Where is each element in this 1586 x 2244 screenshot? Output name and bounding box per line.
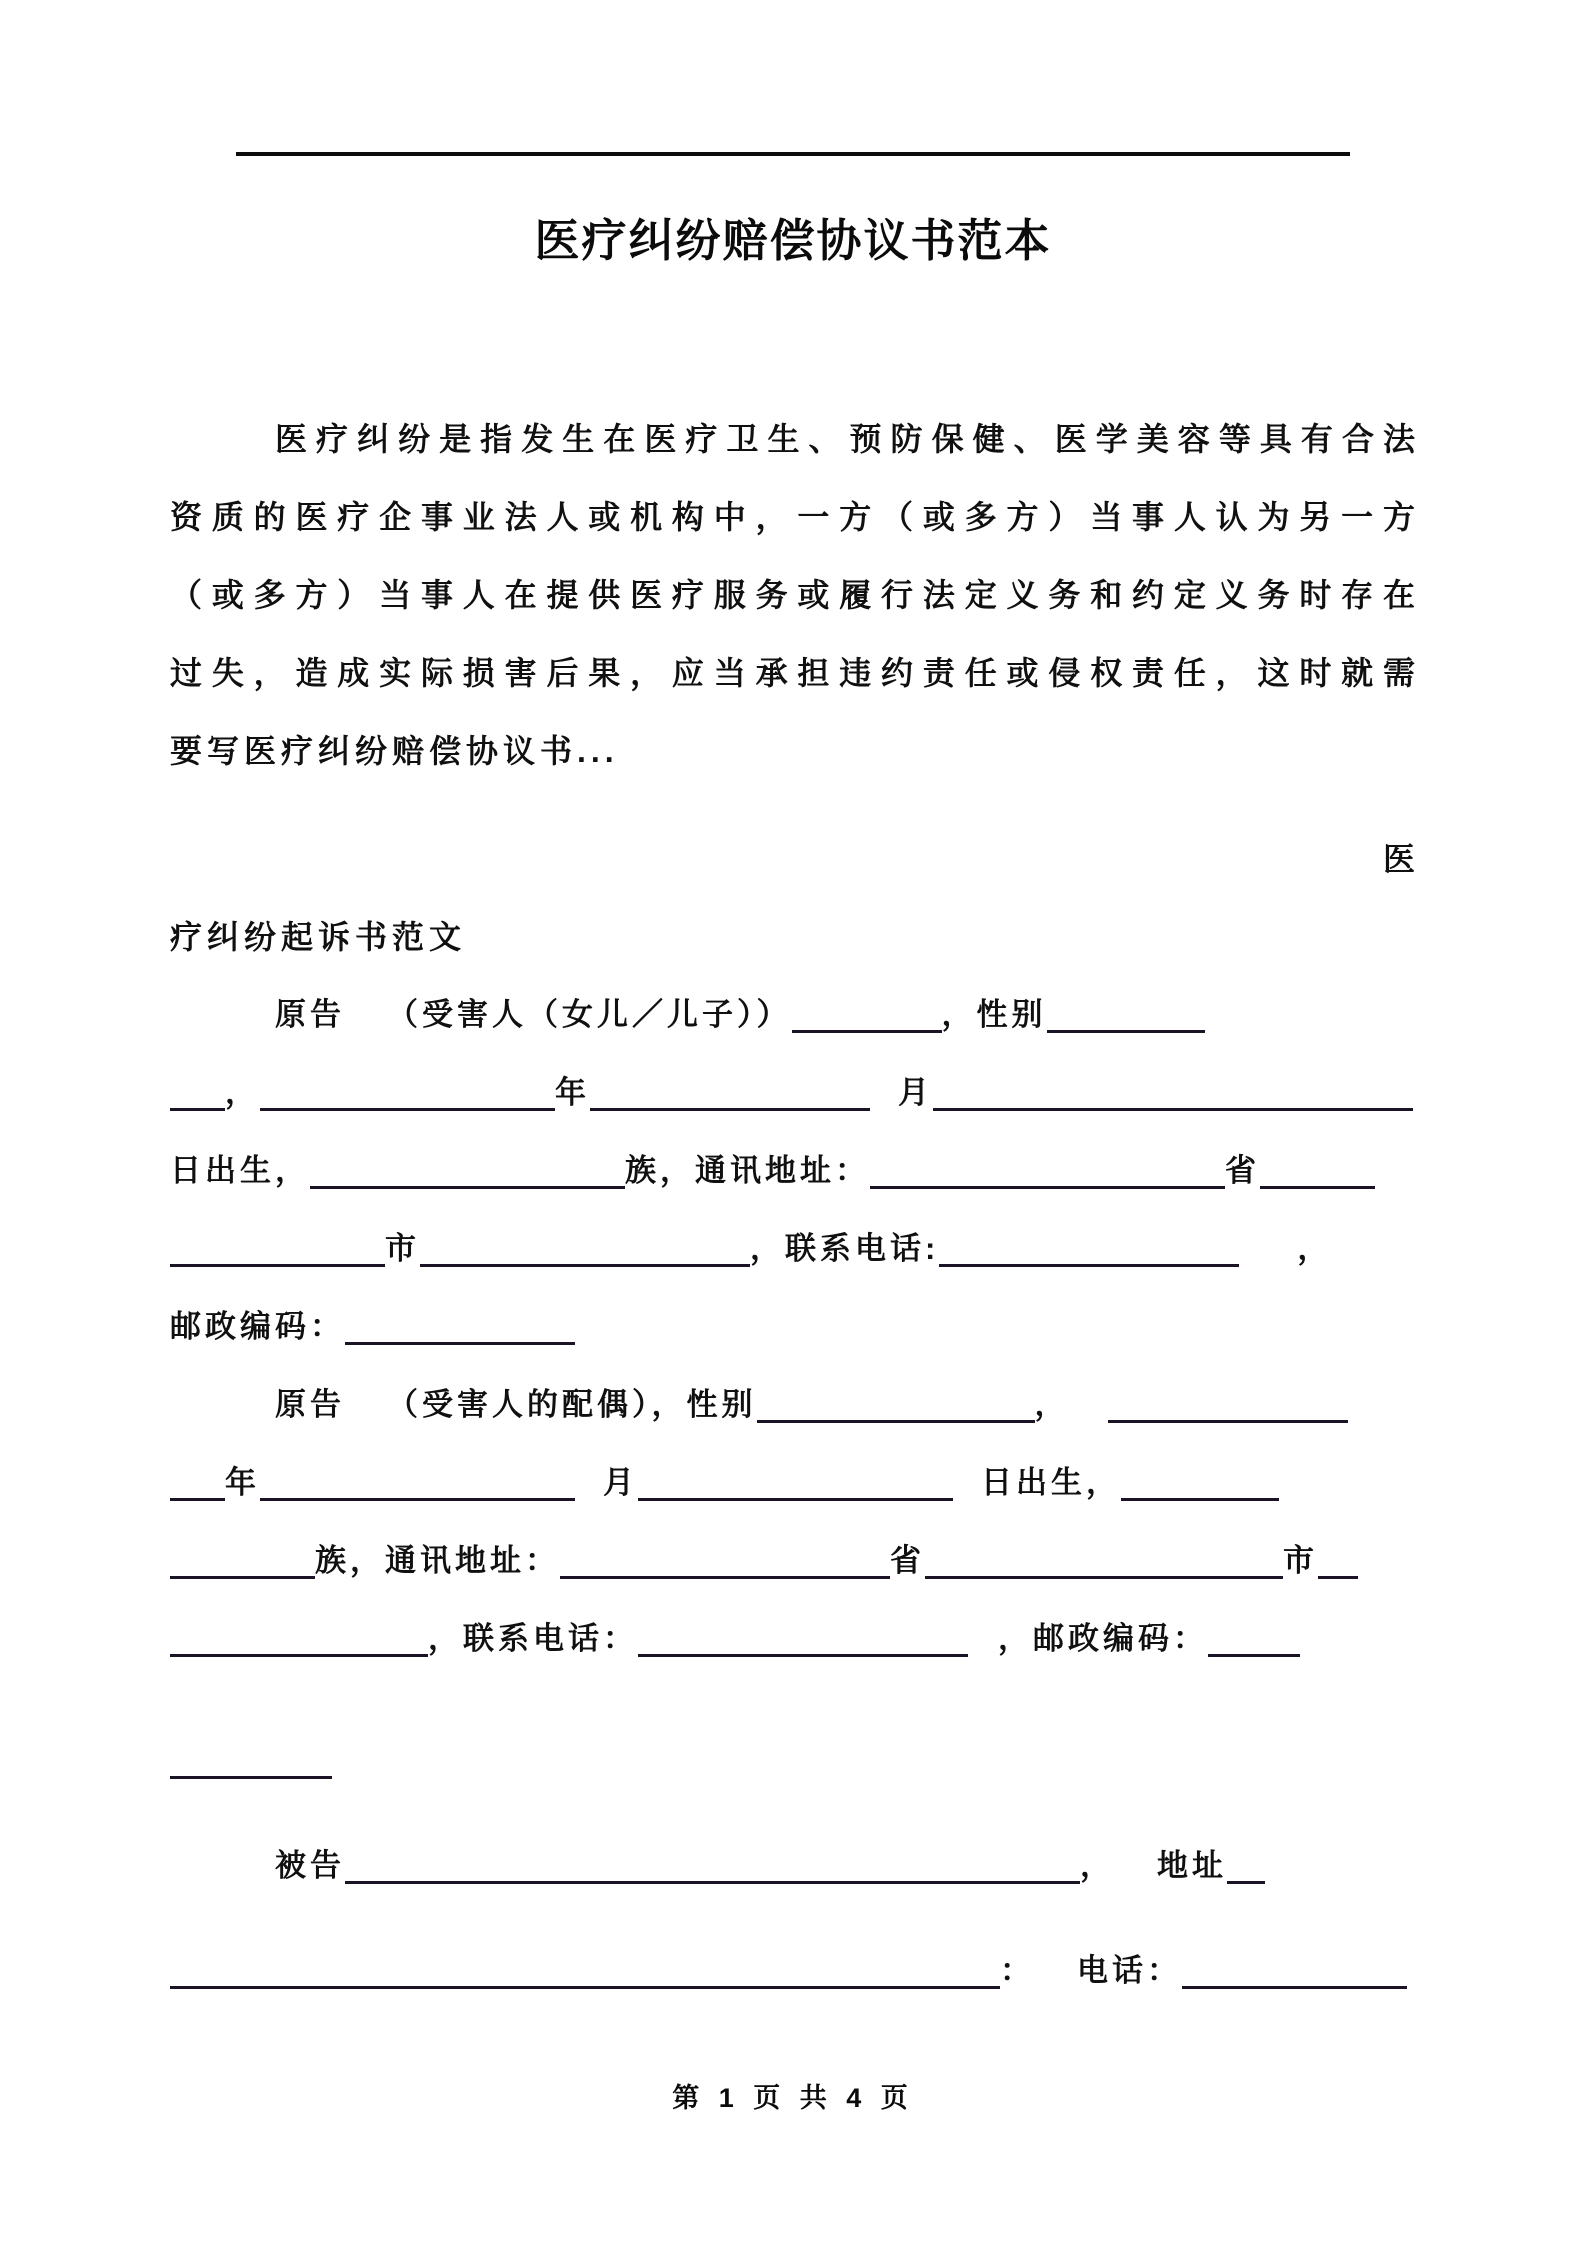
subheading-overflow-char: 医	[1382, 841, 1420, 877]
intro-line: 资质的医疗企事业法人或机构中，一方（或多方）当事人认为另一方	[170, 499, 1420, 535]
form-text: 月	[603, 1465, 638, 1500]
intro-line: 要写医疗纠纷赔偿协议书...	[170, 733, 619, 769]
form-text: 族，通讯地址：	[625, 1153, 870, 1188]
blank-continuation-line	[170, 1708, 1420, 1813]
form-text: ，性别	[941, 997, 1047, 1032]
blank-underline	[792, 1020, 942, 1033]
spacer	[345, 1024, 387, 1025]
spacer	[953, 1492, 981, 1493]
blank-underline	[638, 1488, 953, 1501]
form-lines	[170, 976, 1420, 2023]
form-text: （受害人的配偶），性别	[387, 1387, 757, 1422]
subheading-text: 疗纠纷起诉书范文	[170, 919, 467, 955]
blank-underline	[170, 1766, 332, 1779]
city-phone-line	[170, 1210, 1420, 1288]
blank-underline	[345, 1332, 575, 1345]
blank-underline	[638, 1644, 968, 1657]
form-text: 年	[225, 1465, 260, 1500]
blank-underline	[925, 1566, 1283, 1579]
blank-underline	[310, 1176, 625, 1189]
blank-underline	[345, 1871, 1080, 1884]
blank-underline	[1260, 1176, 1375, 1189]
form-text: 电话：	[1077, 1953, 1182, 1988]
form-text: ，	[1297, 1231, 1333, 1266]
blank-underline	[170, 1488, 225, 1501]
header-rule	[236, 152, 1350, 156]
plaintiff-spouse-line	[170, 1366, 1420, 1444]
blank-underline	[1318, 1566, 1358, 1579]
ethnic-address-line-2	[170, 1522, 1420, 1600]
blank-underline	[939, 1254, 1239, 1267]
defendant-line	[170, 1813, 1420, 1918]
blank-underline	[1208, 1644, 1300, 1657]
form-text: ，	[1034, 1387, 1070, 1422]
blank-underline	[420, 1254, 750, 1267]
form-text: 市	[385, 1231, 420, 1266]
form-text: ，联系电话：	[428, 1621, 638, 1656]
form-text: 日出生，	[170, 1153, 310, 1188]
form-text: （受害人（女儿／儿子））	[387, 997, 792, 1032]
blank-underline	[1047, 1020, 1205, 1033]
blank-underline	[170, 1976, 1000, 1989]
spacer	[345, 1414, 387, 1415]
blank-underline	[560, 1566, 890, 1579]
blank-underline	[260, 1098, 555, 1111]
form-text: 邮政编码：	[170, 1309, 345, 1344]
form-text: 原告	[275, 997, 345, 1032]
spacer	[1239, 1258, 1297, 1259]
form-text: 市	[1283, 1543, 1318, 1578]
form-text: ，	[1080, 1848, 1115, 1883]
form-text: ，联系电话:	[750, 1231, 940, 1266]
blank-underline	[1108, 1410, 1348, 1423]
intro-line: （或多方）当事人在提供医疗服务或履行法定义务和约定义务时存在	[170, 577, 1420, 613]
birth-ethnic-address-line	[170, 1132, 1420, 1210]
form-text: ：	[1000, 1953, 1035, 1988]
intro-line: 医疗纠纷是指发生在医疗卫生、预防保健、医学美容等具有合法	[275, 421, 1420, 457]
blank-underline	[1182, 1976, 1407, 1989]
spacer	[968, 1648, 998, 1649]
page-title: 医疗纠纷赔偿协议书范本	[534, 215, 1052, 266]
blank-underline	[260, 1488, 575, 1501]
intro-line: 过失，造成实际损害后果，应当承担违约责任或侵权责任，这时就需	[170, 655, 1420, 691]
spacer	[1115, 1875, 1157, 1876]
form-text: ，邮政编码：	[998, 1621, 1208, 1656]
page-number-footer: 第 1 页 共 4 页	[672, 2083, 914, 2113]
blank-underline	[170, 1644, 428, 1657]
form-text: 年	[555, 1075, 590, 1110]
spacer	[1070, 1414, 1108, 1415]
birth-year-month-line	[170, 1054, 1420, 1132]
form-text: 原告	[275, 1387, 345, 1422]
form-text: 省	[1225, 1153, 1260, 1188]
blank-underline	[170, 1098, 225, 1111]
blank-underline	[870, 1176, 1225, 1189]
form-text: ，	[225, 1075, 260, 1110]
defendant-address-phone-line	[170, 1918, 1420, 2023]
document-body	[170, 400, 1420, 2023]
form-text: 族，通讯地址：	[315, 1543, 560, 1578]
spacer	[575, 1492, 603, 1493]
spacer	[870, 1102, 898, 1103]
form-text: 省	[890, 1543, 925, 1578]
intro-paragraph	[170, 400, 1420, 790]
phone-postal-line-2	[170, 1600, 1420, 1678]
blank-underline	[170, 1254, 385, 1267]
blank-underline	[757, 1410, 1035, 1423]
blank-underline	[590, 1098, 870, 1111]
blank-underline	[1227, 1871, 1265, 1884]
blank-underline	[933, 1098, 1413, 1111]
blank-underline	[1121, 1488, 1279, 1501]
form-text: 地址	[1157, 1848, 1227, 1883]
postal-code-line	[170, 1288, 1420, 1366]
form-text: 日出生，	[981, 1465, 1121, 1500]
form-text: 月	[898, 1075, 933, 1110]
blank-underline	[170, 1566, 315, 1579]
spacer	[1035, 1980, 1077, 1981]
birth-year-month-line-2	[170, 1444, 1420, 1522]
plaintiff-victim-line	[170, 976, 1420, 1054]
form-text: 被告	[275, 1848, 345, 1883]
